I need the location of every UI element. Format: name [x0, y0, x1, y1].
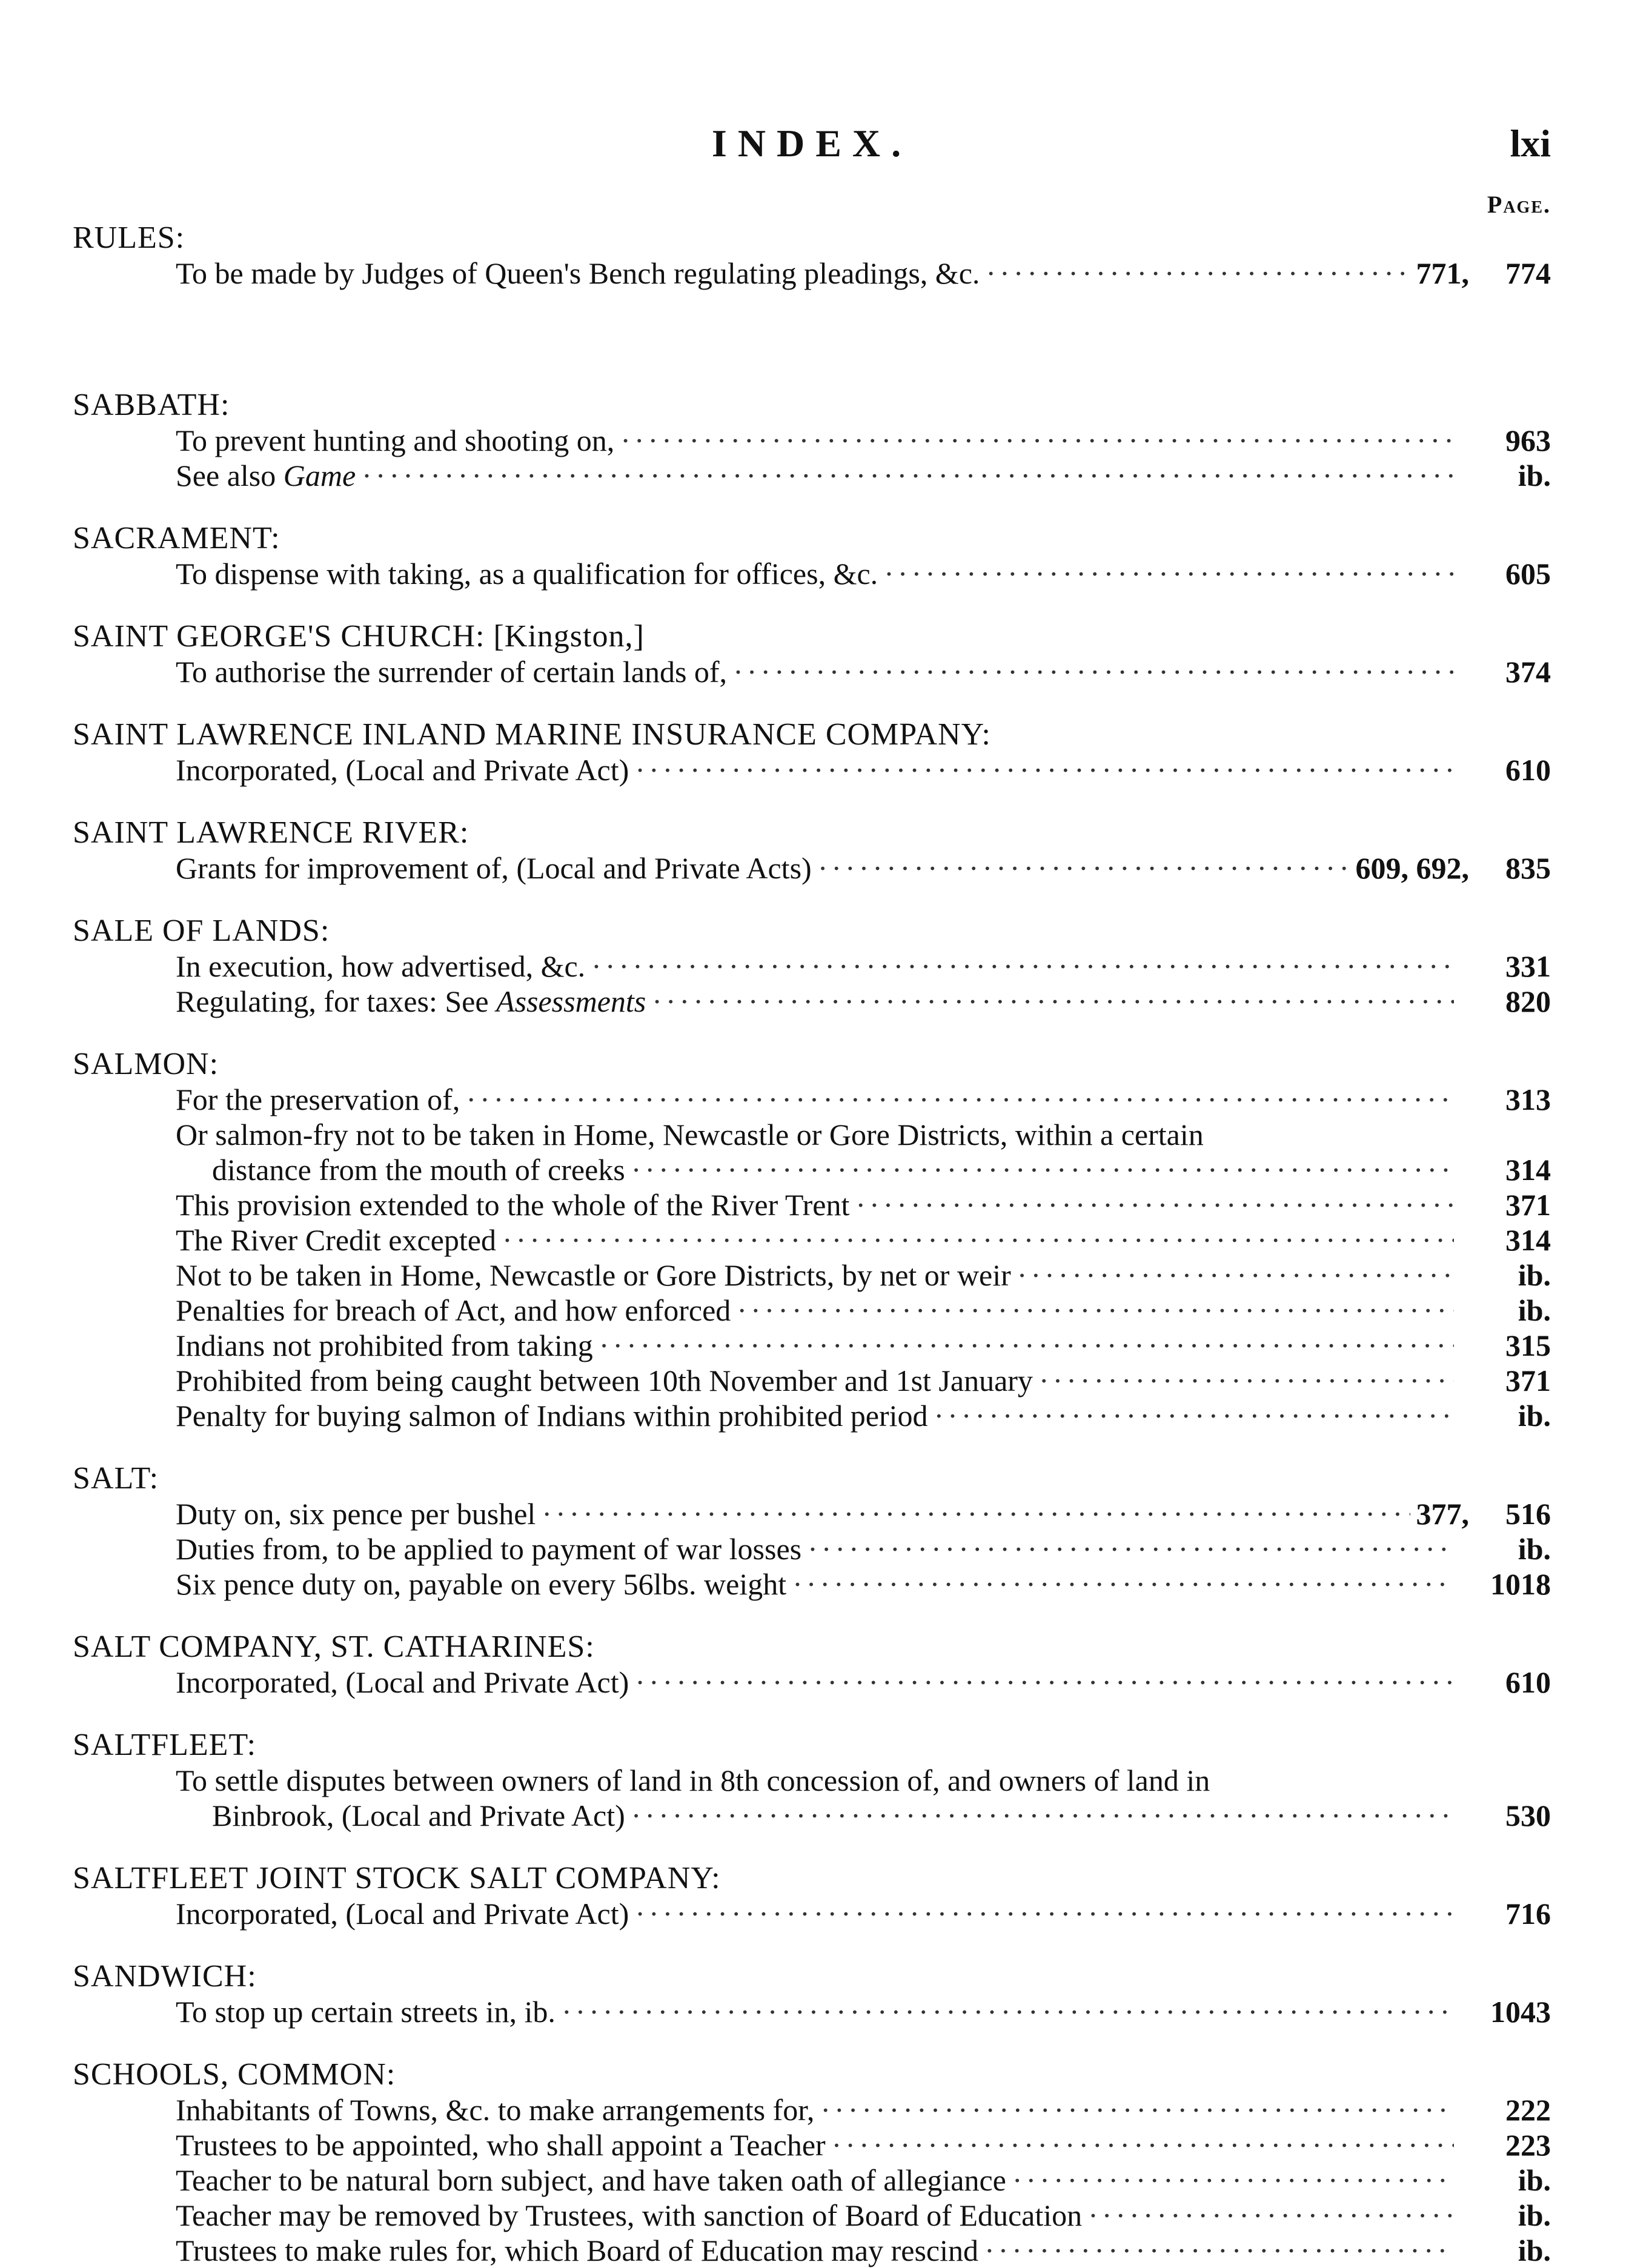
index-entry [73, 1047, 1551, 1433]
entry-heading: SANDWICH: [73, 1959, 257, 1994]
index-line [73, 1531, 1551, 1567]
line-text [73, 984, 646, 1019]
page-ref [1460, 752, 1551, 788]
index-entry [73, 1461, 1551, 1602]
line-text-italic: Assessments [496, 984, 646, 1018]
page-ref [1460, 1363, 1551, 1398]
index-line [73, 1896, 1551, 1931]
line-text-main: Penalty for buying salmon of Indians within prohibited period [176, 1399, 928, 1433]
line-text-main: For the preservation of, [176, 1083, 460, 1116]
dot-leader [620, 423, 1454, 458]
index-line [73, 1994, 1551, 2029]
page-number: 313 [1505, 1083, 1551, 1116]
line-text [73, 2198, 1082, 2233]
page-ref-additional: 609, 692, [1355, 851, 1469, 885]
dot-leader [631, 1152, 1454, 1187]
line-text-main: Inhabitants of Towns, &c. to make arrangements for, [176, 2093, 815, 2127]
page-number: ib. [1518, 1532, 1551, 1566]
index-line [73, 2233, 1551, 2268]
line-text-main: distance from the mouth of creeks [212, 1153, 625, 1187]
page-number: 963 [1505, 423, 1551, 457]
dot-leader [652, 984, 1454, 1019]
line-text-main: Trustees to make rules for, which Board of Education may rescind [176, 2233, 978, 2267]
index-line [73, 1567, 1551, 1602]
index-line [73, 256, 1551, 291]
page-number: 371 [1505, 1188, 1551, 1222]
index-entry [73, 1959, 1551, 2029]
dot-leader [884, 556, 1454, 591]
page-ref [1460, 984, 1551, 1019]
page-ref [1460, 1258, 1551, 1293]
line-text-main: Indians not prohibited from taking [176, 1328, 593, 1362]
line-text [73, 1187, 849, 1222]
page-ref [1460, 1798, 1551, 1833]
page-number: 610 [1505, 1665, 1551, 1699]
line-text [73, 1763, 1210, 1798]
line-text-main: To authorise the surrender of certain lands of, [176, 655, 728, 689]
line-text [73, 850, 812, 886]
line-text [73, 1398, 927, 1433]
line-text [73, 1082, 460, 1117]
index-entry [73, 717, 1551, 788]
index-line [73, 1363, 1551, 1398]
index-entry [73, 913, 1551, 1019]
dot-leader [986, 256, 1410, 291]
page-number: 1018 [1490, 1567, 1551, 1601]
line-text-main: To settle disputes between owners of land in 8th concession of, and owners of land in [176, 1763, 1210, 1797]
line-text [73, 1222, 496, 1258]
index-line [73, 1152, 1551, 1187]
index-line [73, 2163, 1551, 2198]
page-number: 820 [1505, 984, 1551, 1018]
index-line [73, 2198, 1551, 2233]
page-number: 314 [1505, 1223, 1551, 1257]
page-number: 222 [1505, 2093, 1551, 2127]
dot-leader [502, 1222, 1454, 1258]
dot-leader [808, 1531, 1454, 1567]
page-ref [1460, 1665, 1551, 1700]
entry-heading: SALT COMPANY, ST. CATHARINES: [73, 1630, 595, 1664]
page-header [73, 109, 1551, 176]
dot-leader [855, 1187, 1454, 1222]
line-text-main: Not to be taken in Home, Newcastle or Gore Districts, by net or weir [176, 1258, 1011, 1292]
index-entry [73, 388, 1551, 493]
line-text-main: Regulating, for taxes: See [176, 984, 489, 1018]
dot-leader [635, 752, 1454, 788]
index-line [73, 654, 1551, 689]
dot-leader [635, 1896, 1454, 1931]
index-line [73, 458, 1551, 493]
entry-heading: SALE OF LANDS: [73, 913, 330, 948]
entry-heading: SALTFLEET JOINT STOCK SALT COMPANY: [73, 1861, 721, 1895]
entry-heading: SAINT GEORGE'S CHURCH: [Kingston,] [73, 619, 645, 654]
page-ref [1460, 2198, 1551, 2233]
page-number: ib. [1518, 2163, 1551, 2197]
page-ref [1460, 2233, 1551, 2268]
page-ref [1356, 850, 1551, 886]
index-line [73, 984, 1551, 1019]
dot-leader [934, 1398, 1454, 1433]
line-text-main: To stop up certain streets in, ib. [176, 1995, 556, 2029]
page-number: 371 [1505, 1364, 1551, 1398]
dot-leader [542, 1496, 1410, 1531]
line-text [73, 1496, 536, 1531]
index-line [73, 1328, 1551, 1363]
line-text-main: To dispense with taking, as a qualification for offices, &c. [176, 557, 878, 591]
page-number: 223 [1505, 2128, 1551, 2162]
page-ref [1460, 1994, 1551, 2029]
line-text-italic: Game [283, 459, 356, 492]
entry-heading: SAINT LAWRENCE INLAND MARINE INSURANCE COMPANY: [73, 717, 991, 752]
index-entry [73, 619, 1551, 689]
dot-leader [984, 2233, 1454, 2268]
index-entry [73, 220, 1551, 291]
line-text [73, 423, 614, 458]
line-text [73, 2233, 978, 2268]
line-text [73, 654, 727, 689]
line-text-main: Six pence duty on, payable on every 56lbs. weight [176, 1567, 787, 1601]
line-text [73, 1117, 1204, 1152]
line-text-main: Binbrook, (Local and Private Act) [212, 1799, 625, 1832]
line-text-main: Incorporated, (Local and Private Act) [176, 1897, 629, 1931]
index-line [73, 1117, 1551, 1152]
page-number: 314 [1505, 1153, 1551, 1187]
line-text-main: Duty on, six pence per bushel [176, 1497, 536, 1531]
index-entry [73, 1630, 1551, 1700]
page-ref [1460, 2127, 1551, 2163]
line-text [73, 1531, 801, 1567]
entry-heading: SALTFLEET: [73, 1728, 257, 1762]
page-title: INDEX. [711, 122, 912, 165]
index-line [73, 949, 1551, 984]
line-text-main: This provision extended to the whole of the River Trent [176, 1188, 850, 1222]
page-ref [1416, 256, 1551, 291]
dot-leader [1039, 1363, 1454, 1398]
page-folio: lxi [1510, 122, 1551, 165]
line-text [73, 2092, 814, 2127]
page-number: ib. [1518, 459, 1551, 492]
page-ref [1460, 1328, 1551, 1363]
page-ref [1460, 1896, 1551, 1931]
line-text-main: Incorporated, (Local and Private Act) [176, 753, 629, 787]
index-line [73, 1187, 1551, 1222]
line-text [73, 2127, 826, 2163]
page-number: 610 [1505, 753, 1551, 787]
line-text [73, 556, 878, 591]
dot-leader [832, 2127, 1454, 2163]
line-text [73, 1994, 556, 2029]
line-text-main: In execution, how advertised, &c. [176, 949, 586, 983]
index-line [73, 2092, 1551, 2127]
page-number: ib. [1518, 1258, 1551, 1292]
line-text [73, 1665, 629, 1700]
page-number: 516 [1505, 1497, 1551, 1531]
dot-leader [1012, 2163, 1454, 2198]
dot-leader [562, 1994, 1454, 2029]
dot-leader [792, 1567, 1454, 1602]
page-ref-additional: 377, [1416, 1497, 1469, 1531]
index-line [73, 423, 1551, 458]
line-text-main: To prevent hunting and shooting on, [176, 423, 615, 457]
line-text [73, 1363, 1033, 1398]
dot-leader [631, 1798, 1454, 1833]
index-line [73, 1763, 1551, 1798]
page-ref [1460, 458, 1551, 493]
page-ref [1460, 556, 1551, 591]
page-ref [1460, 654, 1551, 689]
page-ref [1460, 423, 1551, 458]
page-ref [1460, 949, 1551, 984]
dot-leader [733, 654, 1454, 689]
page-number: 1043 [1490, 1995, 1551, 2029]
index-line [73, 1798, 1551, 1833]
page-ref [1460, 1398, 1551, 1433]
page-column-label: Page. [1487, 191, 1551, 218]
line-text [73, 1567, 786, 1602]
page-number: 605 [1505, 557, 1551, 591]
entry-heading: SACRAMENT: [73, 521, 280, 555]
index-line [73, 1258, 1551, 1293]
page-ref [1460, 1222, 1551, 1258]
index-entries [73, 220, 1551, 2268]
page-number: ib. [1518, 1399, 1551, 1433]
dot-leader [466, 1082, 1454, 1117]
entry-heading: SALT: [73, 1461, 159, 1496]
line-text-main: Teacher may be removed by Trustees, with sanction of Board of Education [176, 2198, 1083, 2232]
page-ref-additional: 771, [1416, 256, 1469, 290]
page-number: 331 [1505, 949, 1551, 983]
line-text [73, 949, 585, 984]
page-number: ib. [1518, 2233, 1551, 2267]
page-ref [1460, 1082, 1551, 1117]
dot-leader [635, 1665, 1454, 1700]
dot-leader [599, 1328, 1454, 1363]
dot-leader [820, 2092, 1454, 2127]
page-number: ib. [1518, 1293, 1551, 1327]
line-text [73, 1328, 593, 1363]
entry-heading: SCHOOLS, COMMON: [73, 2057, 396, 2092]
dot-leader [362, 458, 1454, 493]
dot-leader [1088, 2198, 1454, 2233]
index-line [73, 752, 1551, 788]
line-text-main: Teacher to be natural born subject, and have taken oath of allegiance [176, 2163, 1006, 2197]
page-number: ib. [1518, 2198, 1551, 2232]
dot-leader [737, 1293, 1454, 1328]
dot-leader [818, 850, 1350, 886]
page-number: 374 [1505, 655, 1551, 689]
entry-heading: SABBATH: [73, 388, 230, 422]
page-number: 716 [1505, 1897, 1551, 1931]
index-entry [73, 815, 1551, 886]
line-text [73, 752, 629, 788]
index-entry [73, 521, 1551, 591]
line-text-main: See also [176, 459, 276, 492]
line-text [73, 458, 356, 493]
index-entry [73, 1728, 1551, 1833]
page-number: 315 [1505, 1328, 1551, 1362]
line-text-main: Penalties for breach of Act, and how enforced [176, 1293, 731, 1327]
page-ref [1416, 1496, 1551, 1531]
line-text-main: Duties from, to be applied to payment of war losses [176, 1532, 802, 1566]
index-line [73, 1496, 1551, 1531]
page-ref [1460, 2163, 1551, 2198]
page-ref [1460, 1293, 1551, 1328]
page-ref [1460, 1567, 1551, 1602]
line-text [73, 1798, 625, 1833]
page-number: 530 [1505, 1799, 1551, 1832]
page-ref [1460, 2092, 1551, 2127]
line-text [73, 2163, 1006, 2198]
index-entry [73, 2057, 1551, 2268]
entry-heading: SAINT LAWRENCE RIVER: [73, 815, 469, 850]
index-line [73, 1082, 1551, 1117]
entry-heading: RULES: [73, 220, 185, 255]
page-ref [1460, 1152, 1551, 1187]
index-line [73, 850, 1551, 886]
line-text-main: Prohibited from being caught between 10th November and 1st January [176, 1364, 1033, 1398]
index-line [73, 1293, 1551, 1328]
line-text-main: To be made by Judges of Queen's Bench regulating pleadings, &c. [176, 256, 980, 290]
line-text-main: Or salmon-fry not to be taken in Home, Newcastle or Gore Districts, within a certain [176, 1118, 1204, 1152]
index-page [73, 109, 1551, 2267]
line-text-main: Trustees to be appointed, who shall appoint a Teacher [176, 2128, 826, 2162]
index-entry [73, 1861, 1551, 1931]
line-text-main: Incorporated, (Local and Private Act) [176, 1665, 629, 1699]
line-text-main: Grants for improvement of, (Local and Private Acts) [176, 851, 812, 885]
line-text [73, 1896, 629, 1931]
line-text [73, 1258, 1011, 1293]
line-text [73, 1293, 731, 1328]
index-line [73, 2127, 1551, 2163]
line-text [73, 256, 980, 291]
dot-leader [591, 949, 1454, 984]
page-ref [1460, 1187, 1551, 1222]
index-line [73, 1665, 1551, 1700]
page-ref [1460, 1531, 1551, 1567]
entry-heading: SALMON: [73, 1047, 219, 1081]
index-line [73, 556, 1551, 591]
page-number: 774 [1505, 256, 1551, 290]
index-line [73, 1398, 1551, 1433]
index-line [73, 1222, 1551, 1258]
page-number: 835 [1505, 851, 1551, 885]
line-text-main: The River Credit excepted [176, 1223, 496, 1257]
line-text [73, 1152, 625, 1187]
dot-leader [1017, 1258, 1454, 1293]
